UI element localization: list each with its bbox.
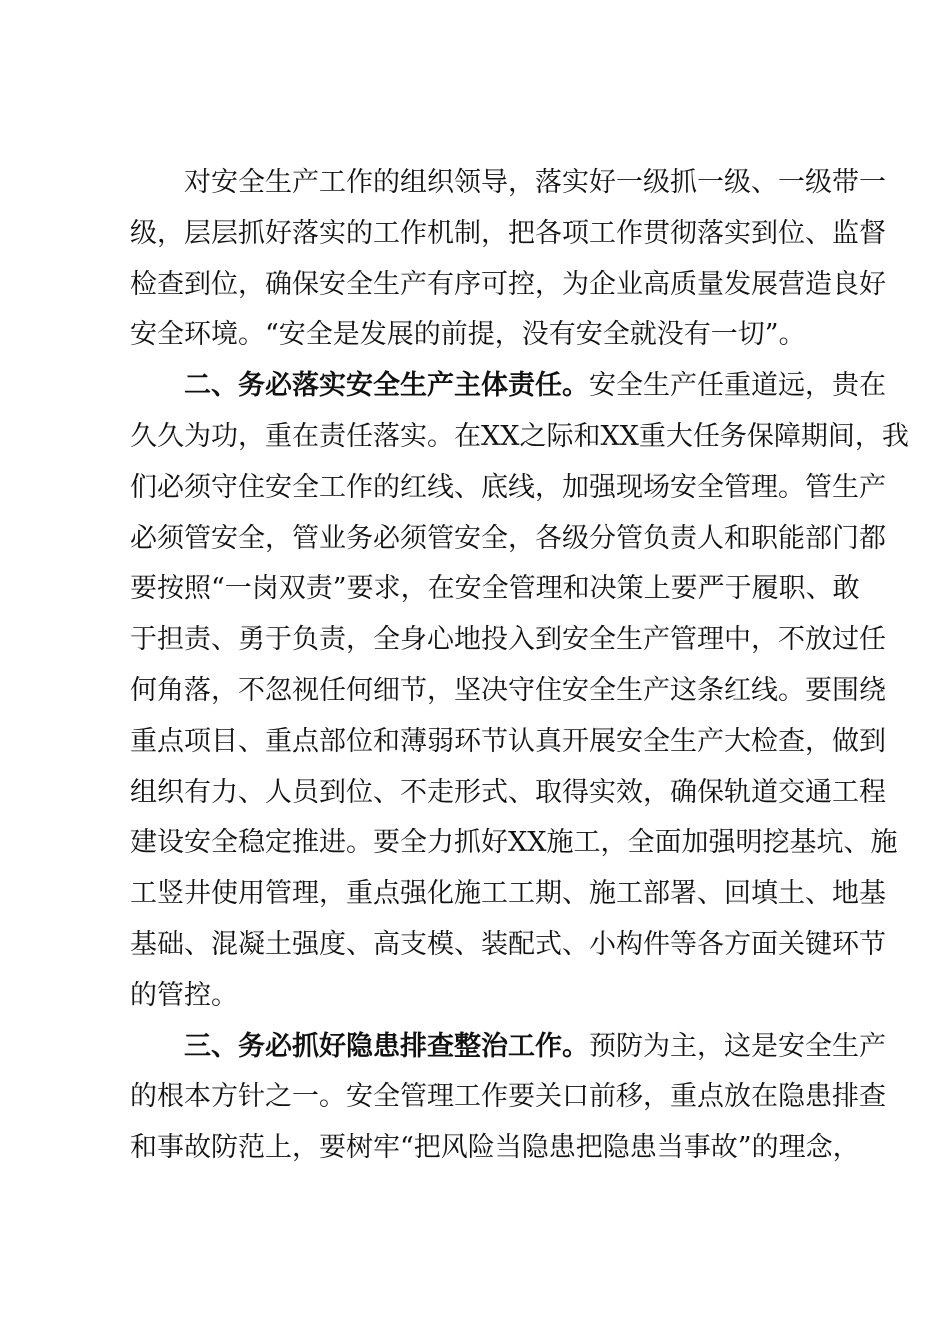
line-text: 于担责、勇于负责，全身心地投入到安全生产管理中，不放过任 — [130, 624, 886, 656]
line-text: 们必须守住安全工作的红线、底线，加强现场安全管理。管生产 — [130, 471, 886, 503]
text-line — [130, 1132, 860, 1164]
line-text: 的管控。 — [130, 979, 238, 1011]
text-line — [130, 725, 886, 758]
line-text: 对安全生产工作的组织领导，落实好一级抓一级、一级带一 — [184, 167, 886, 198]
line-text: 重点项目、重点部位和薄弱环节认真开展安全生产大检查，做到 — [130, 725, 886, 757]
line-text: 检查到位，确保安全生产有序可控，为企业高质量发展营造良好 — [130, 268, 886, 300]
line-text: 组织有力、人员到位、不走形式、取得实效，确保轨道交通工程 — [130, 776, 886, 808]
text-line — [130, 217, 886, 250]
line-text: 建设安全稳定推进。要全力抓好XX施工，全面加强明挖基坑、施 — [130, 827, 898, 859]
line-text: 何角落，不忽视任何细节，坚决守住安全生产这条红线。要围绕 — [130, 675, 886, 706]
text-line — [130, 471, 886, 504]
line-text: 久久为功，重在责任落实。在XX之际和XX重大任务保障期间，我 — [130, 421, 909, 452]
section-heading: 二、务必落实安全生产主体责任。 — [184, 370, 589, 402]
line-text: 和事故防范上，要树牢“把风险当隐患把隐患当事故”的理念， — [130, 1132, 860, 1164]
line-text: 的根本方针之一。安全管理工作要关口前移，重点放在隐患排查 — [130, 1081, 886, 1113]
line-text: 必须管安全，管业务必须管安全，各级分管负责人和职能部门都 — [130, 522, 886, 554]
line-text: 预防为主，这是安全生产 — [589, 1030, 886, 1062]
text-line — [130, 827, 898, 859]
line-text: 要按照“一岗双责”要求，在安全管理和决策上要严于履职、敢 — [130, 573, 860, 605]
text-line — [184, 167, 886, 199]
text-line — [130, 929, 886, 961]
text-line — [130, 421, 909, 453]
text-line — [184, 1030, 886, 1063]
text-line — [184, 370, 886, 402]
line-text: 安全生产任重道远，贵在 — [589, 370, 886, 402]
text-line — [130, 980, 842, 1012]
text-line — [130, 624, 886, 656]
text-line — [130, 573, 860, 605]
text-line — [130, 268, 886, 301]
text-line — [130, 1081, 886, 1113]
text-line — [130, 319, 842, 351]
line-text: 基础、混凝土强度、高支模、装配式、小构件等各方面关键环节 — [130, 929, 886, 960]
text-line — [130, 776, 886, 809]
text-line — [130, 675, 886, 707]
text-line — [130, 522, 886, 555]
section-heading: 三、务必抓好隐患排查整治工作。 — [184, 1030, 589, 1062]
text-line — [130, 878, 886, 910]
line-text: 工竖井使用管理，重点强化施工工期、施工部署、回填土、地基 — [130, 878, 886, 910]
line-text: 级，层层抓好落实的工作机制，把各项工作贯彻落实到位、监督 — [130, 217, 886, 249]
line-text: 安全环境。“安全是发展的前提，没有安全就没有一切”。 — [130, 319, 806, 351]
